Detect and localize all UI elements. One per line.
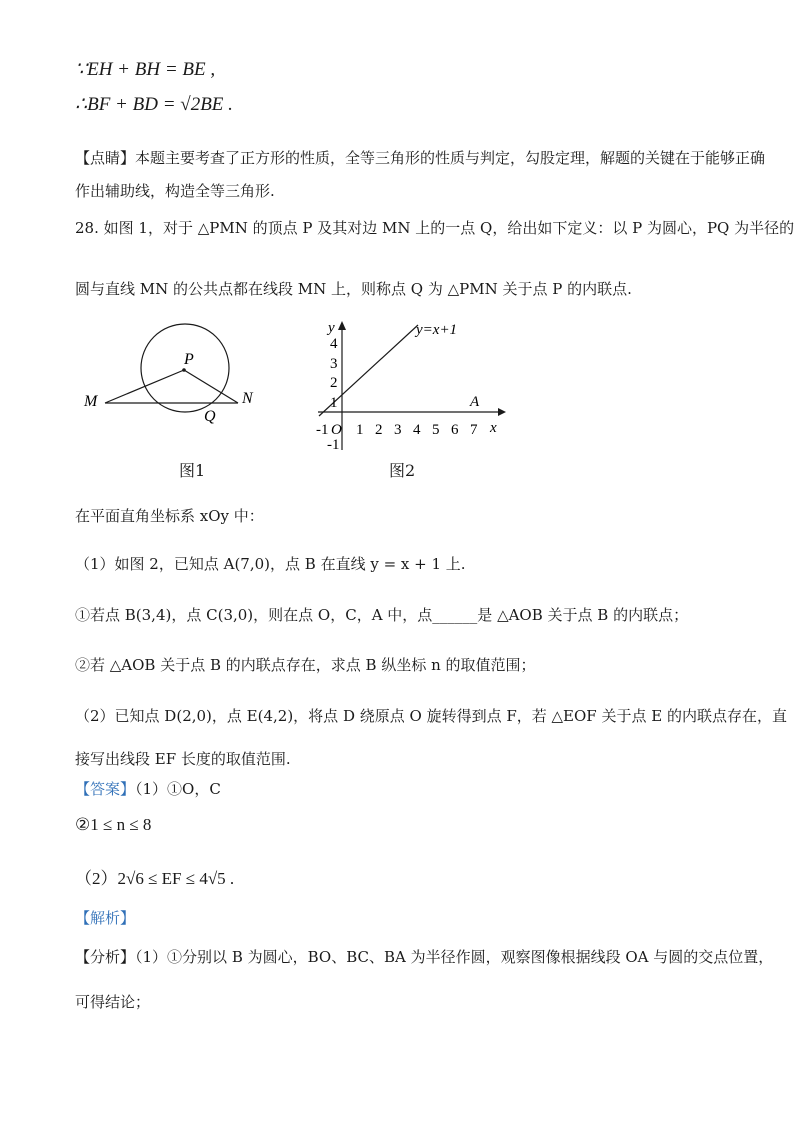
part2-line-2: 接写出线段 EF 长度的取值范围. — [75, 750, 291, 768]
fig1-label-n: N — [242, 390, 253, 407]
fig2-x-tick: 6 — [451, 422, 459, 438]
answer-3: （2）2√6 ≤ EF ≤ 4√5 . — [75, 869, 235, 888]
fig1-circle — [141, 324, 229, 412]
fig1-segment-pn — [184, 370, 238, 403]
coord-line: 在平面直角坐标系 xOy 中： — [75, 507, 264, 525]
fig2-x-label: x — [490, 420, 497, 436]
fig2-x-tick: 3 — [394, 422, 402, 438]
fig2-y-tick: 1 — [330, 395, 338, 411]
fig1-segment-pm — [105, 370, 184, 403]
fig2-x-tick: 5 — [432, 422, 440, 438]
fig2-y-tick: -1 — [327, 437, 340, 453]
fig1-label-m: M — [84, 393, 98, 410]
answer-2: ②1 ≤ n ≤ 8 — [75, 815, 152, 834]
analysis-tag: 【解析】 — [75, 909, 136, 927]
fig2-point-a-label: A — [470, 394, 480, 410]
fig2-y-tick: 4 — [330, 336, 338, 352]
fig1-caption: 图1 — [179, 461, 206, 480]
fig2-x-tick: 4 — [413, 422, 421, 438]
fig2-x-tick: 2 — [375, 422, 383, 438]
fig2-x-tick: -1 — [316, 422, 329, 438]
fig2-y-tick: 2 — [330, 375, 338, 391]
analysis-text-2: 可得结论； — [75, 993, 151, 1011]
problem-def-line-1 — [75, 217, 794, 238]
problem-def-text-1: 如图 1，对于 △PMN 的顶点 P 及其对边 MN 上的一点 Q，给出如下定义：以 P 为圆心，PQ 为半径的 — [103, 219, 795, 237]
proof-therefore-line: ∴BF + BD = √2BE . — [75, 94, 233, 115]
analysis-line-1 — [75, 946, 773, 967]
figure-1 — [80, 320, 270, 440]
figure-2 — [312, 318, 508, 458]
fig2-line-label: y=x+1 — [416, 322, 458, 338]
answer-1: （1）①O，C — [135, 780, 221, 798]
analysis-text-1: （1）①分别以 B 为圆心，BO、BC、BA 为半径作圆，观察图像根据线段 OA 与圆的交点位置， — [135, 948, 774, 966]
problem-def-line-2: 圆与直线 MN 的公共点都在线段 MN 上，则称点 Q 为 △PMN 关于点 P 的内联点. — [75, 280, 632, 298]
comment-text-1: 本题主要考查了正方形的性质，全等三角形的性质与判定，勾股定理，解题的关键在于能够正确 — [135, 149, 766, 167]
proof-because-line: ∵EH + BH = BE , — [75, 59, 216, 80]
answer-line — [75, 778, 221, 799]
fig1-label-q: Q — [204, 408, 216, 425]
answer-tag: 【答案】 — [75, 780, 136, 798]
fig2-origin-label: O — [331, 422, 342, 438]
fig2-x-tick: 7 — [470, 422, 478, 438]
part1-intro: （1）如图 2，已知点 A(7,0)，点 B 在直线 y = x + 1 上. — [75, 555, 466, 573]
comment-line-1 — [75, 147, 765, 168]
fig2-y-tick: 3 — [330, 356, 338, 372]
comment-text-2: 作出辅助线，构造全等三角形. — [75, 182, 275, 200]
question-1: ①若点 B(3,4)，点 C(3,0)，则在点 O，C，A 中，点______是 △AOB 关于点 B 的内联点； — [75, 606, 689, 624]
fig2-y-label: y — [328, 320, 335, 336]
fig1-label-p: P — [184, 351, 194, 368]
fig2-x-tick: 1 — [356, 422, 364, 438]
fig2-y-arrow — [338, 321, 346, 330]
comment-tag: 【点睛】 — [75, 149, 136, 167]
fig2-caption: 图2 — [389, 461, 416, 480]
fig2-x-arrow — [498, 408, 506, 416]
part2-line-1: （2）已知点 D(2,0)，点 E(4,2)，将点 D 绕原点 O 旋转得到点 F，若 △EOF 关于点 E 的内联点存在，直 — [75, 707, 787, 725]
question-2: ②若 △AOB 关于点 B 的内联点存在，求点 B 纵坐标 n 的取值范围； — [75, 656, 536, 674]
fig1-point-p — [182, 368, 186, 372]
problem-number: 28. — [75, 219, 99, 237]
fenxi-tag: 【分析】 — [75, 948, 136, 966]
